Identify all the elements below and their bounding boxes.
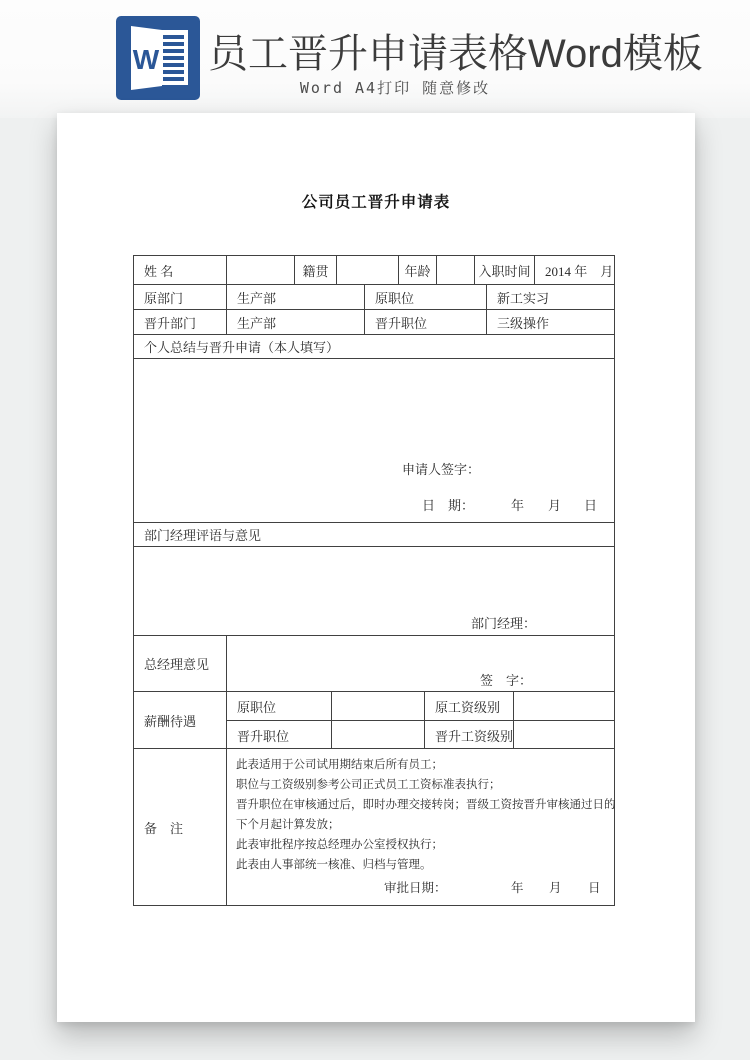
join-date-label: 入职时间 [474,256,534,284]
row-gm [134,635,614,691]
new-position-label: 晋升职位 [364,310,486,334]
template-subtitle: Word A4打印 随意修改 [299,79,491,97]
native-place-label: 籍贯 [294,256,336,284]
salary-new-pos-label: 晋升职位 [237,728,290,744]
manager-header-label: 部门经理评语与意见 [144,528,262,543]
new-dept-value: 生产部 [226,310,364,334]
row-summary-body [134,358,614,522]
summary-body-cell [134,359,614,522]
row-remarks [134,748,614,905]
summary-year-label: 年 [511,498,525,513]
new-dept-label: 晋升部门 [144,315,197,331]
join-date-value: 2014 年 月 [534,256,614,284]
summary-day-label: 日 [584,498,598,513]
age-value-cell [436,256,474,284]
new-position-value: 三级操作 [486,310,614,334]
remarks-line: 此表审批程序按总经理办公室授权执行； [236,839,443,851]
old-dept-label: 原部门 [144,290,184,306]
salary-old-grade-value [513,692,614,720]
gm-body-cell [226,636,614,691]
applicant-sign-label: 申请人签字： [402,462,481,477]
remarks-label: 备 注 [144,820,184,836]
salary-new-grade-label: 晋升工资级别 [424,721,513,749]
salary-old-pos-value [331,692,424,720]
old-dept-value: 生产部 [226,285,364,309]
template-header [0,0,750,118]
summary-header-label: 个人总结与晋升申请（本人填写） [144,340,340,355]
remarks-body-cell [226,749,616,905]
manager-sign-label: 部门经理： [471,616,537,631]
manager-body-cell [134,547,614,635]
row-salary [134,691,614,748]
salary-new-pos-value [331,721,424,749]
name-value-cell [226,256,294,284]
row-summary-header [134,334,614,358]
remarks-line: 此表适用于公司试用期结束后所有员工； [236,759,443,771]
remarks-text [227,749,616,875]
salary-old-grade-label: 原工资级别 [424,692,513,720]
form-title: 公司员工晋升申请表 [301,194,451,211]
approve-day-label: 日 [588,881,601,895]
row-manager-body [134,546,614,635]
native-place-value-cell [336,256,398,284]
svg-text:W: W [132,44,160,75]
remarks-line: 此表由人事部统一核准、归档与管理。 [236,859,432,871]
remarks-line: 下个月起计算发放； [236,819,340,831]
old-position-label: 原职位 [364,285,486,309]
approve-year-label: 年 [511,881,524,895]
approve-date-line [227,875,616,901]
gm-label: 总经理意见 [144,657,210,672]
salary-old-pos-label: 原职位 [237,699,277,715]
row-new-dept [134,309,614,334]
salary-new-row [227,720,614,749]
row-basic [134,256,614,284]
form-table [133,255,615,906]
row-manager-header [134,522,614,546]
age-label: 年龄 [398,256,436,284]
row-old-dept [134,284,614,309]
summary-date-label: 日 期： [422,498,475,513]
remarks-line: 职位与工资级别参考公司正式员工工资标准表执行； [236,779,501,791]
approve-month-label: 月 [549,881,562,895]
summary-month-label: 月 [548,498,562,513]
salary-label: 薪酬待遇 [144,713,197,729]
name-label: 姓 名 [144,263,174,279]
template-title: 员工晋升申请表格Word模板 [208,32,703,76]
document-page [57,113,695,1022]
salary-old-row [227,692,614,720]
approve-date-label: 审批日期： [384,881,447,895]
remarks-line: 晋升职位在审核通过后，即时办理交接转岗；晋级工资按晋升审核通过日的 [236,799,616,811]
salary-new-grade-value [513,721,614,749]
old-position-value: 新工实习 [486,285,614,309]
gm-sign-label: 签 字： [480,673,533,688]
